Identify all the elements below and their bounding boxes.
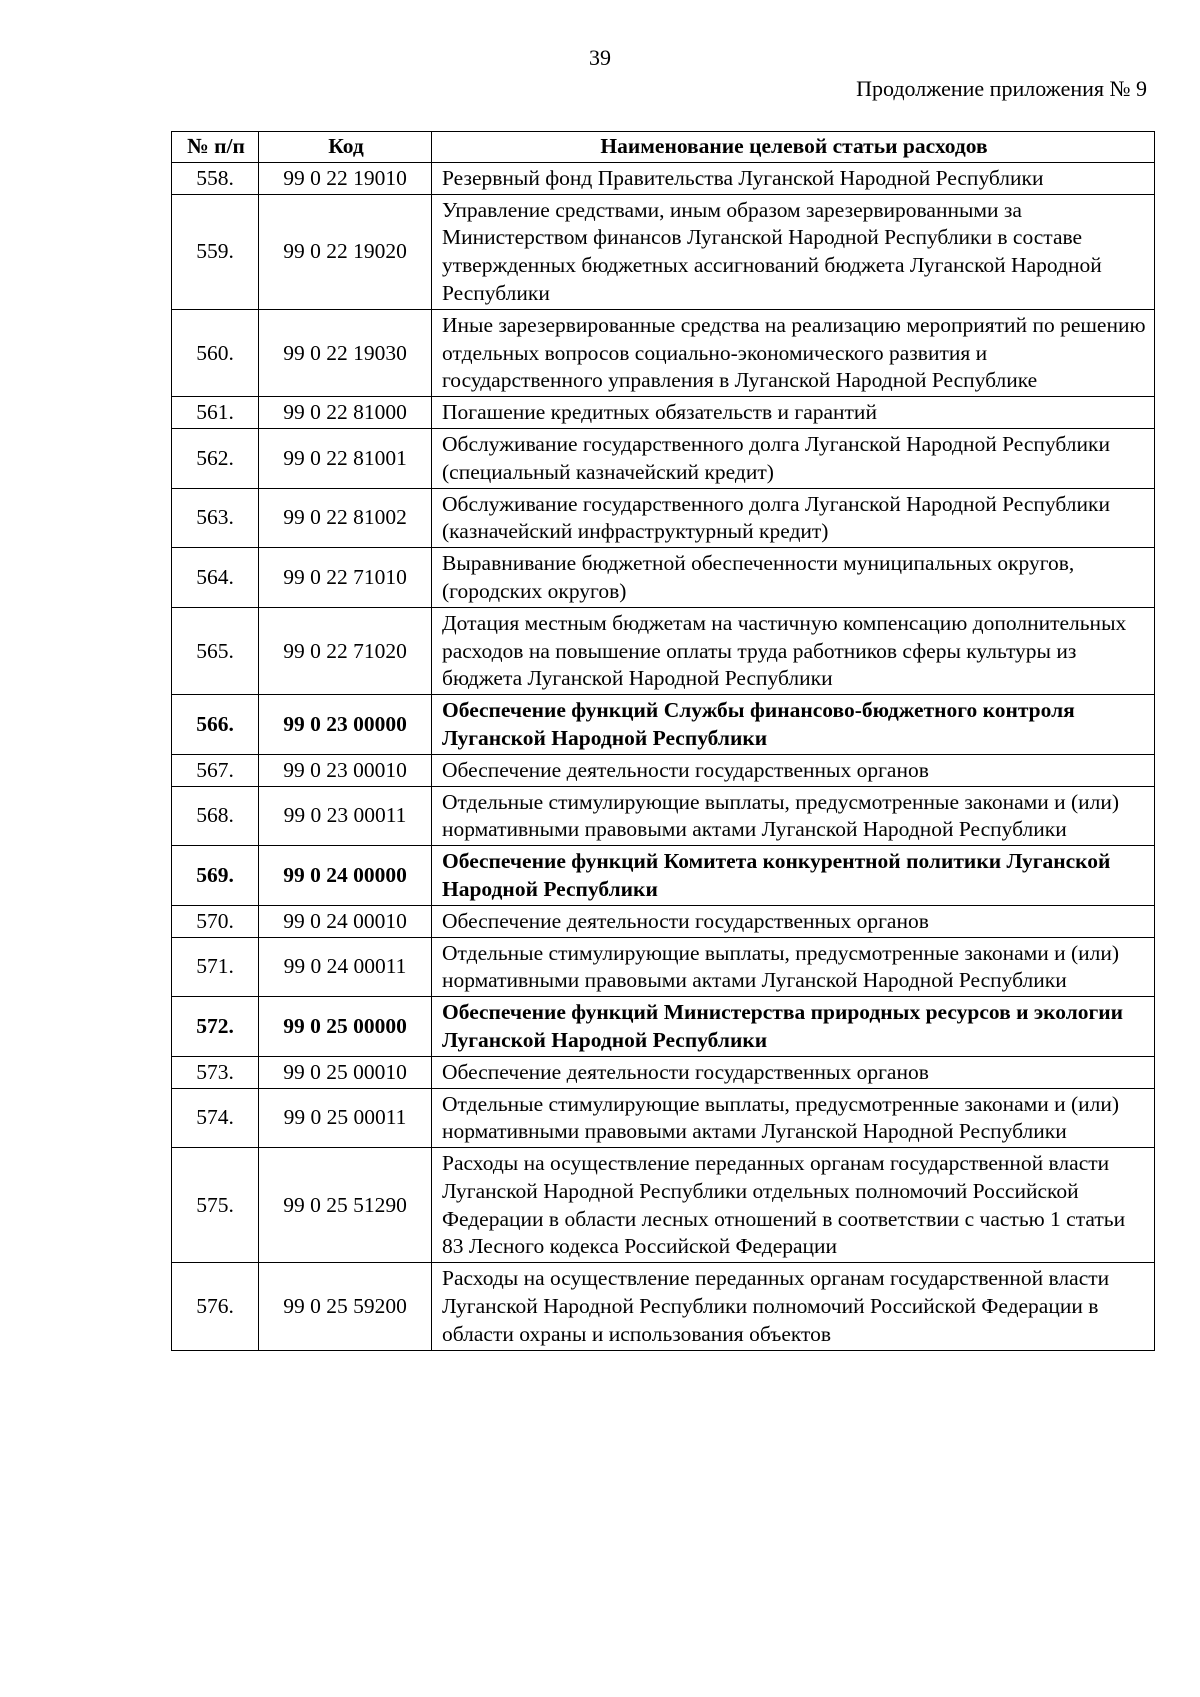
cell-number: 565. (172, 607, 259, 694)
cell-number: 558. (172, 162, 259, 194)
table-row (172, 1263, 1155, 1350)
table-header-row (172, 132, 1155, 163)
cell-number: 575. (172, 1148, 259, 1263)
cell-name: Погашение кредитных обязательств и гарантий (432, 397, 1155, 429)
cell-name: Отдельные стимулирующие выплаты, предусмотренные законами и (или) нормативными правовыми актами Луганской Народной Республики (432, 786, 1155, 846)
cell-code: 99 0 22 71010 (259, 548, 432, 608)
cell-name: Расходы на осуществление переданных органам государственной власти Луганской Народной Республики отдельных полномочий Российской Федерации в области лесных отношений в соответствии с частью 1 статьи 83 Лесного кодекса Российской Федерации (432, 1148, 1155, 1263)
cell-code: 99 0 22 71020 (259, 607, 432, 694)
column-header-name: Наименование целевой статьи расходов (432, 132, 1155, 163)
cell-name: Обеспечение функций Министерства природных ресурсов и экологии Луганской Народной Республики (432, 997, 1155, 1057)
cell-code: 99 0 25 59200 (259, 1263, 432, 1350)
table-row (172, 1088, 1155, 1148)
table-row (172, 786, 1155, 846)
cell-code: 99 0 22 19010 (259, 162, 432, 194)
cell-name: Обеспечение деятельности государственных органов (432, 1056, 1155, 1088)
table-row (172, 607, 1155, 694)
cell-code: 99 0 25 00000 (259, 997, 432, 1057)
expense-items-table (171, 131, 1155, 1351)
cell-code: 99 0 25 00010 (259, 1056, 432, 1088)
table-row (172, 997, 1155, 1057)
cell-number: 563. (172, 488, 259, 548)
cell-number: 570. (172, 905, 259, 937)
appendix-continuation-label: Продолжение приложения № 9 (856, 76, 1147, 101)
cell-number: 566. (172, 695, 259, 755)
cell-code: 99 0 23 00000 (259, 695, 432, 755)
cell-name: Управление средствами, иным образом зарезервированными за Министерством финансов Луганской Народной Республики в составе утвержденных бюджетных ассигнований бюджета Луганской Народной Республики (432, 194, 1155, 309)
cell-code: 99 0 22 81000 (259, 397, 432, 429)
cell-number: 576. (172, 1263, 259, 1350)
column-header-code: Код (259, 132, 432, 163)
cell-number: 560. (172, 309, 259, 396)
cell-name: Отдельные стимулирующие выплаты, предусмотренные законами и (или) нормативными правовыми актами Луганской Народной Республики (432, 937, 1155, 997)
table-row (172, 548, 1155, 608)
cell-code: 99 0 25 00011 (259, 1088, 432, 1148)
cell-number: 562. (172, 428, 259, 488)
cell-name: Резервный фонд Правительства Луганской Народной Республики (432, 162, 1155, 194)
table-row (172, 937, 1155, 997)
table-row (172, 695, 1155, 755)
cell-code: 99 0 22 81002 (259, 488, 432, 548)
table-body (172, 162, 1155, 1350)
column-header-number: № п/п (172, 132, 259, 163)
table-row (172, 488, 1155, 548)
cell-code: 99 0 24 00010 (259, 905, 432, 937)
table-row (172, 905, 1155, 937)
cell-code: 99 0 22 19020 (259, 194, 432, 309)
table-row (172, 162, 1155, 194)
cell-code: 99 0 22 81001 (259, 428, 432, 488)
cell-number: 564. (172, 548, 259, 608)
cell-name: Обеспечение функций Комитета конкурентной политики Луганской Народной Республики (432, 846, 1155, 906)
cell-code: 99 0 23 00011 (259, 786, 432, 846)
cell-number: 561. (172, 397, 259, 429)
cell-name: Обеспечение деятельности государственных органов (432, 905, 1155, 937)
cell-code: 99 0 24 00000 (259, 846, 432, 906)
table-row (172, 397, 1155, 429)
table-row (172, 754, 1155, 786)
table-row (172, 846, 1155, 906)
cell-name: Отдельные стимулирующие выплаты, предусмотренные законами и (или) нормативными правовыми актами Луганской Народной Республики (432, 1088, 1155, 1148)
cell-code: 99 0 23 00010 (259, 754, 432, 786)
table-row (172, 428, 1155, 488)
cell-number: 571. (172, 937, 259, 997)
page-number: 39 (589, 45, 611, 70)
cell-number: 568. (172, 786, 259, 846)
cell-name: Обслуживание государственного долга Луганской Народной Республики (казначейский инфраструктурный кредит) (432, 488, 1155, 548)
cell-code: 99 0 25 51290 (259, 1148, 432, 1263)
table-row (172, 309, 1155, 396)
cell-name: Выравнивание бюджетной обеспеченности муниципальных округов, (городских округов) (432, 548, 1155, 608)
table-row (172, 1056, 1155, 1088)
table-row (172, 194, 1155, 309)
cell-name: Обеспечение функций Службы финансово-бюджетного контроля Луганской Народной Республики (432, 695, 1155, 755)
cell-name: Расходы на осуществление переданных органам государственной власти Луганской Народной Республики полномочий Российской Федерации в области охраны и использования объектов (432, 1263, 1155, 1350)
cell-code: 99 0 22 19030 (259, 309, 432, 396)
cell-number: 574. (172, 1088, 259, 1148)
cell-code: 99 0 24 00011 (259, 937, 432, 997)
cell-name: Обслуживание государственного долга Луганской Народной Республики (специальный казначейский кредит) (432, 428, 1155, 488)
cell-name: Обеспечение деятельности государственных органов (432, 754, 1155, 786)
cell-number: 569. (172, 846, 259, 906)
cell-number: 567. (172, 754, 259, 786)
cell-number: 559. (172, 194, 259, 309)
table-row (172, 1148, 1155, 1263)
cell-number: 572. (172, 997, 259, 1057)
cell-name: Иные зарезервированные средства на реализацию мероприятий по решению отдельных вопросов социально-экономического развития и государственного управления в Луганской Народной Республике (432, 309, 1155, 396)
cell-number: 573. (172, 1056, 259, 1088)
cell-name: Дотация местным бюджетам на частичную компенсацию дополнительных расходов на повышение оплаты труда работников сферы культуры из бюджета Луганской Народной Республики (432, 607, 1155, 694)
